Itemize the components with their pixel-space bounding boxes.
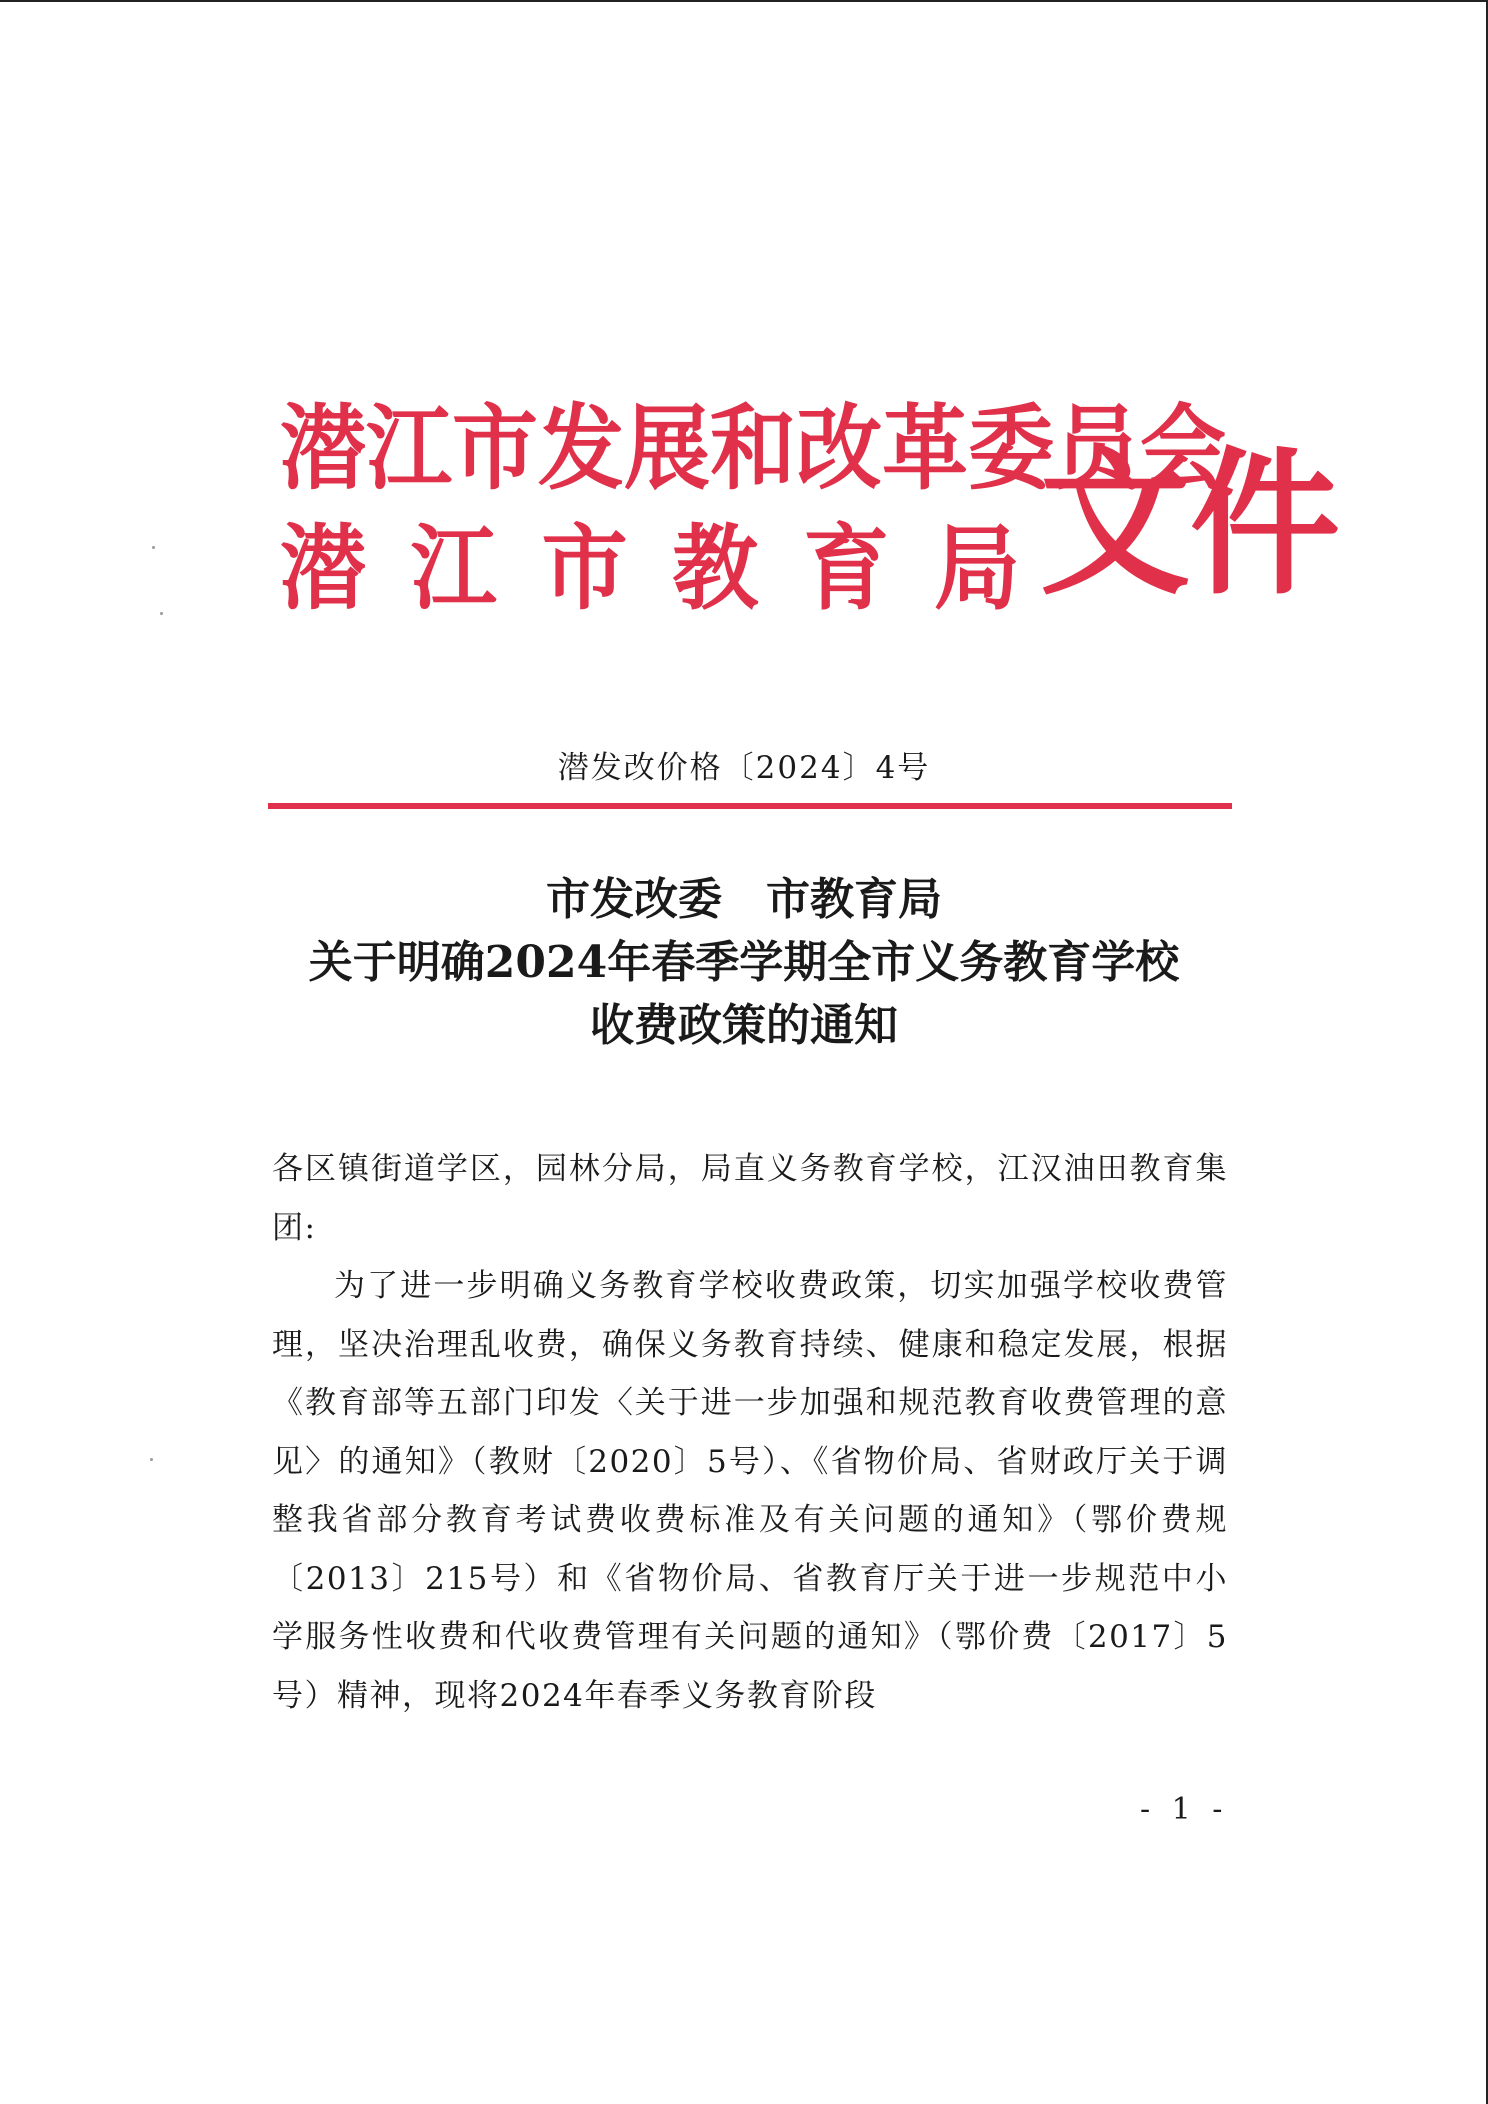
page-top-edge bbox=[0, 0, 1488, 2]
scan-speck bbox=[150, 1458, 153, 1461]
masthead-char: 局 bbox=[933, 513, 1020, 623]
title-line-2: 关于明确2024年春季学期全市义务教育学校 bbox=[308, 937, 1180, 988]
masthead-document-label: 文件 bbox=[1040, 431, 1341, 617]
masthead-char: 潜 bbox=[280, 513, 366, 623]
title-issuer-2: 市教育局 bbox=[766, 874, 942, 925]
masthead-char: 教 bbox=[672, 513, 759, 623]
title-line-1 bbox=[0, 868, 1488, 931]
document-body bbox=[272, 1140, 1228, 1725]
red-masthead bbox=[280, 393, 1341, 635]
scan-speck bbox=[160, 612, 163, 615]
masthead-issuer-1: 潜江市发展和改革委员会 bbox=[280, 393, 1226, 503]
title-issuer-1: 市发改委 bbox=[546, 874, 722, 925]
document-title bbox=[0, 868, 1488, 1057]
masthead-char: 江 bbox=[410, 513, 497, 623]
salutation: 各区镇街道学区，园林分局，局直义务教育学校，江汉油田教育集团: bbox=[272, 1151, 1228, 1246]
masthead-char: 市 bbox=[541, 513, 628, 623]
document-number: 潜发改价格〔2024〕4号 bbox=[557, 750, 931, 786]
body-paragraph: 为了进一步明确义务教育学校收费政策，切实加强学校收费管理，坚决治理乱收费，确保义务教育持续、健康和稳定发展，根据《教育部等五部门印发〈关于进一步加强和规范教育收费管理的意见〉的通知》（教财〔2020〕5号）、《省物价局、省财政厅关于调整我省部分教育考试费收费标准及有关问题的通知》（鄂价费规〔2013〕215号）和《省物价局、省教育厅关于进一步规范中小学服务性收费和代收费管理有关问题的通知》（鄂价费〔2017〕5号）精神，现将2024年春季义务教育阶段 bbox=[272, 1268, 1228, 1714]
title-line-3: 收费政策的通知 bbox=[590, 1000, 898, 1051]
masthead-char: 育 bbox=[803, 513, 890, 623]
masthead-issuer-2 bbox=[280, 515, 1020, 623]
page-number: - 1 - bbox=[1140, 1792, 1229, 1827]
scan-speck bbox=[152, 546, 155, 549]
red-separator-line bbox=[268, 803, 1232, 809]
